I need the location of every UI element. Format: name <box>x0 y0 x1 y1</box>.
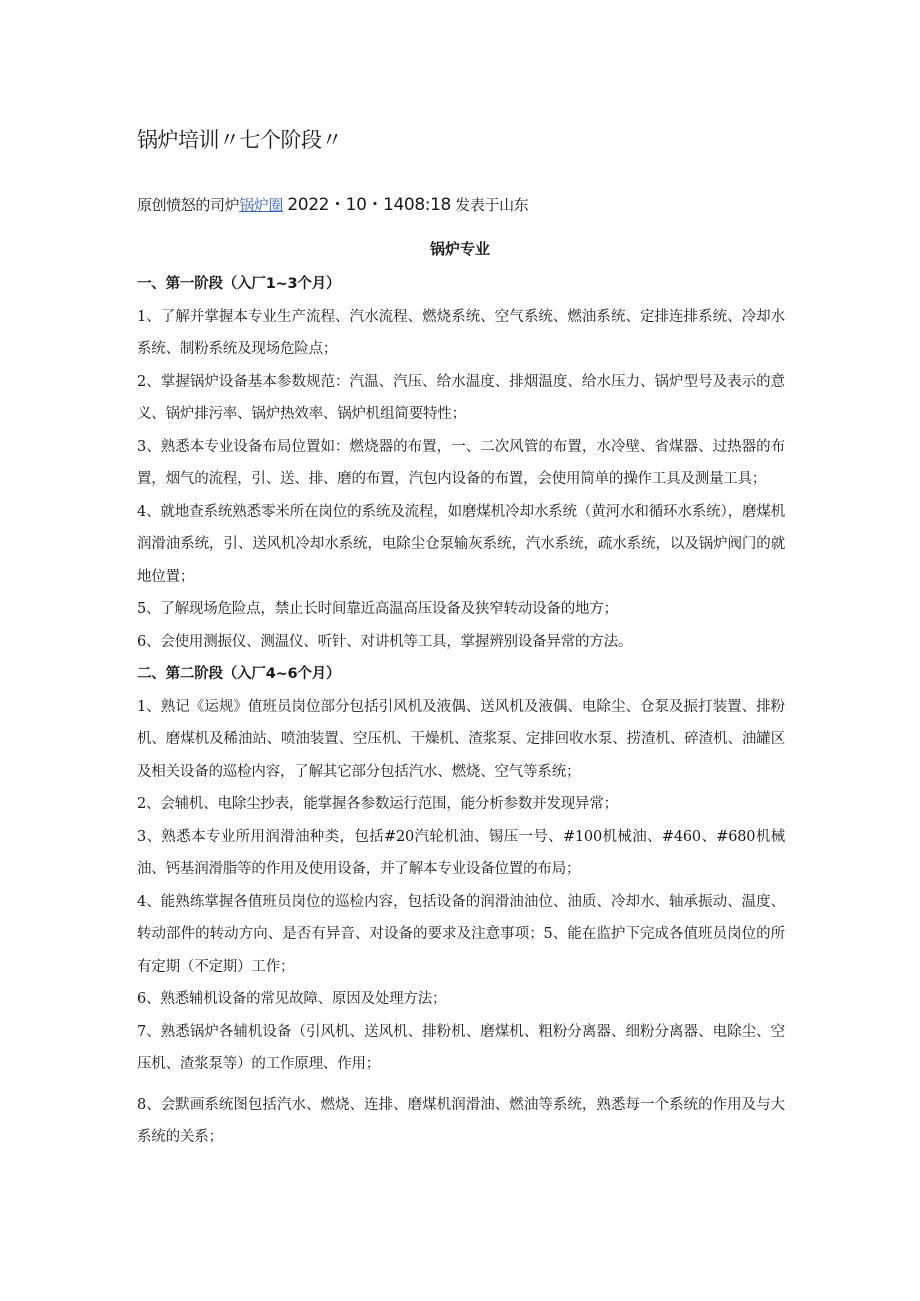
article-title: 锅炉培训〃七个阶段〃 <box>137 128 342 152</box>
stage-one-item-4: 4、就地查系统熟悉零米所在岗位的系统及流程，如磨煤机冷却水系统（黄河水和循环水系统），磨煤机润滑油系统，引、送风机冷却水系统，电除尘仓泵输灰系统，汽水系统，疏水系统，以及锅炉阀门的就地位置； <box>137 503 785 585</box>
stage-one-item-3: 3、熟悉本专业设备布局位置如：燃烧器的布置，一、二次风管的布置，水冷壁、省煤器、过热器的布置，烟气的流程，引、送、排、磨的布置，汽包内设备的布置，会使用简单的操作工具及测量工具； <box>137 438 785 487</box>
stage-two-item-8: 8、会默画系统图包括汽水、燃烧、连排、磨煤机润滑油、燃油等系统，熟悉每一个系统的作用及与大系统的关系； <box>137 1096 785 1145</box>
meta-date: 2022・10・1408:18 <box>287 195 451 215</box>
article-meta <box>137 190 528 215</box>
stage-one-item-1: 1、了解并掌握本专业生产流程、汽水流程、燃烧系统、空气系统、燃油系统、定排连排系统、冷却水系统、制粉系统及现场危险点； <box>137 308 785 357</box>
section-heading: 锅炉专业 <box>429 240 490 258</box>
meta-location: 发表于山东 <box>455 196 529 214</box>
stage-one-item-5: 5、了解现场危险点，禁止长时间靠近高温高压设备及狭窄转动设备的地方； <box>137 601 618 617</box>
stage-two-item-1: 1、熟记《运规》值班员岗位部分包括引风机及液偶、送风机及液偶、电除尘、仓泵及振打装置、排粉机、磨煤机及稀油站、喷油装置、空压机、干燥机、渣浆泵、定排回收水泵、捞渣机、碎渣机、油罐区及相关设备的巡检内容，了解其它部分包括汽水、燃烧、空气等系统； <box>137 698 785 780</box>
stage-two-item-2: 2、会辅机、电除尘抄表，能掌握各参数运行范围，能分析参数并发现异常； <box>137 796 618 812</box>
stage-one-item-2: 2、掌握锅炉设备基本参数规范：汽温、汽压、给水温度、排烟温度、给水压力、锅炉型号及表示的意义、锅炉排污率、锅炉热效率、锅炉机组简要特性； <box>137 373 785 422</box>
stage-one-item-6: 6、会使用测振仪、测温仪、听针、对讲机等工具，掌握辨别设备异常的方法。 <box>137 633 633 650</box>
stage-two-item-3: 3、熟悉本专业所用润滑油种类，包括#20汽轮机油、锡压一号、#100机械油、#460、#680机械油、钙基润滑脂等的作用及使用设备，并了解本专业设备位置的布局； <box>137 828 785 877</box>
article-body <box>137 268 785 1154</box>
stage-two-heading: 二、第二阶段（入厂4~6个月） <box>137 666 341 682</box>
stage-one-heading: 一、第一阶段（入厂1~3个月） <box>137 276 341 292</box>
stage-two-item-4: 4、能熟练掌握各值班员岗位的巡检内容，包括设备的润滑油油位、油质、冷却水、轴承振动、温度、转动部件的转动方向、是否有异音、对设备的要求及注意事项；5、能在监护下完成各值班员岗位的所有定期（不定期）工作； <box>137 893 785 975</box>
meta-author: 原创愤怒的司炉 <box>137 196 240 214</box>
stage-two-item-6: 6、熟悉辅机设备的常见故障、原因及处理方法； <box>137 991 447 1007</box>
stage-two-item-7: 7、熟悉锅炉各辅机设备（引风机、送风机、排粉机、磨煤机、粗粉分离器、细粉分离器、电除尘、空压机、渣浆泵等）的工作原理、作用； <box>137 1023 785 1072</box>
meta-source-link[interactable]: 锅炉圈 <box>239 196 284 214</box>
